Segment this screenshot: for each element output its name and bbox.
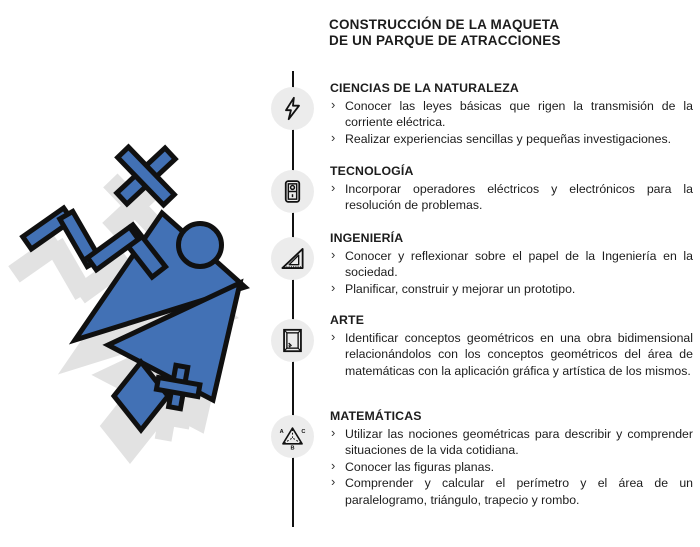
geometric-person-figure [0,128,280,488]
page-title [329,17,561,48]
chevron-bullet-icon: › [331,457,336,473]
objectives-list [330,330,693,379]
picture-frame-icon [279,327,306,354]
lightning-icon [279,95,306,122]
chevron-bullet-icon: › [331,279,336,295]
objective-item [330,330,693,379]
section-arte [330,313,693,379]
objectives-list [330,181,693,214]
timeline-line [292,71,294,527]
objective-text: Incorporar operadores eléctricos y electrónicos para la resolución de problemas. [345,182,693,213]
switch-icon [279,178,306,205]
objective-item [330,475,693,508]
objective-item [330,281,693,297]
objective-item [330,98,693,131]
chevron-bullet-icon: › [331,180,336,195]
objective-item [330,131,693,147]
objective-text: Conocer las leyes básicas que rigen la transmisión de la corriente eléctrica. [345,99,693,130]
objective-item [330,426,693,459]
set-square-icon [279,245,306,272]
subject-icon-circle [271,415,314,458]
page-title-line1: CONSTRUCCIÓN DE LA MAQUETA [329,17,560,32]
figure-shapes [23,147,245,430]
objective-item [330,248,693,281]
objectives-list [330,248,693,297]
objectives-list [330,98,693,147]
objective-text: Comprender y calcular el perímetro y el área de un paralelogramo, triángulo, trapecio y rombo. [345,476,693,507]
chevron-bullet-icon: › [331,329,336,344]
chevron-bullet-icon: › [331,474,336,490]
section-tecnologia [330,164,693,214]
page-title-line2: DE UN PARQUE DE ATRACCIONES [329,32,561,48]
chevron-bullet-icon: › [331,425,336,440]
objectives-list [330,426,693,508]
section-ciencias-naturaleza [330,81,693,147]
objective-text: Realizar experiencias sencillas y pequeñas investigaciones. [345,131,672,146]
objective-text: Conocer las figuras planas. [345,459,495,474]
objective-text: Conocer y reflexionar sobre el papel de la Ingeniería en la sociedad. [345,249,693,280]
objective-item [330,181,693,214]
section-matematicas [330,409,693,508]
subject-icon-circle [271,170,314,213]
objective-text: Identificar conceptos geométricos en una obra bidimensional relacionándolos con los conceptos geométricos del área de matemáticas con la aplicación gráfica y artística de los mismos. [345,331,693,378]
subject-icon-circle [271,237,314,280]
objective-text: Planificar, construir y mejorar un prototipo. [345,281,576,296]
section-title: MATEMÁTICAS [330,409,422,423]
chevron-bullet-icon: › [331,247,336,262]
subject-icon-circle [271,319,314,362]
subject-icon-circle [271,87,314,130]
objective-text: Utilizar las nociones geométricas para describir y comprender situaciones de la vida cotidiana. [345,427,693,458]
chevron-bullet-icon: › [331,97,336,112]
section-title: CIENCIAS DE LA NATURALEZA [330,81,519,95]
objective-item [330,459,693,475]
triangle-abc-icon [279,423,306,450]
chevron-bullet-icon: › [331,129,336,145]
section-title: TECNOLOGÍA [330,164,414,178]
section-title: ARTE [330,313,365,327]
section-title: INGENIERÍA [330,231,404,245]
section-ingenieria [330,231,693,297]
